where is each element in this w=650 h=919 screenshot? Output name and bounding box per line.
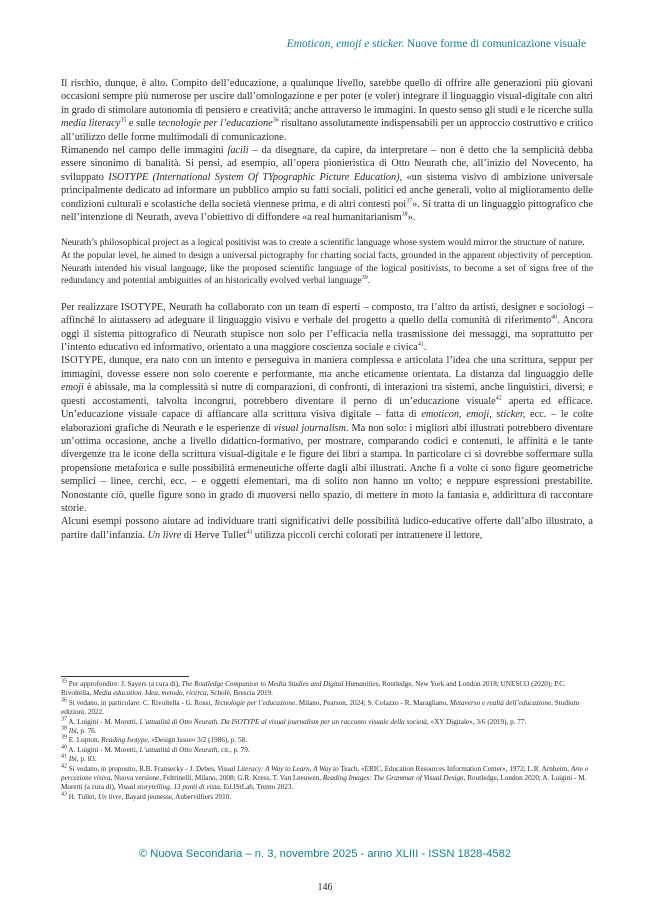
italic-title: Tecnologie per l’educazione: [213, 698, 296, 707]
text-run: At the popular level, he aimed to design a universal pictography for charting social facts, grounded in the apparent objectivity of perception. Neurath intended his visual language, like the proposed scientific language of the logical positivists, to become a set of signs free of the redundancy and potential ambiguities of an historically evolved verbal language: [61, 251, 593, 287]
italic-term: emoji: [61, 382, 84, 394]
italic-title: Ibi: [68, 755, 77, 764]
italic-term: tecnologie per l’educazione: [158, 118, 273, 130]
text-run: Per approfondire: J. Sayers (a cura di),: [67, 680, 182, 688]
page-number: 146: [317, 882, 333, 893]
italic-term: emoticon, emoji, sticker,: [421, 409, 526, 421]
footnote-36: [61, 699, 593, 718]
italic-term: media literacy: [61, 118, 121, 130]
footnote-39: [61, 736, 593, 745]
text-run: e sulle: [126, 118, 159, 130]
text-run: , Nuova versione, Feltrinelli, Milano, 2008; G.R. Kress, T. Van Leeuwen,: [110, 774, 323, 783]
text-run: Ma non solo: i migliori albi illustrati potrebbero diventare un’ottima occasione, anche a livello didattico-formativo, per mostrare, comparando codici e contenuti, le affinità e le tante divergenze tra le icone della scrittura visual-digitale e le figure dei libri a stampa. In particolare ci si dovrebbe soffermare sulla propensione metaforica e sulle possibilità ermeneutiche offerte dagli albi illustrati. Anche fi a volte ci sono figure geometriche semplici – linee, cerchi, ecc. – e oggetti elementari, ma di solito non hanno un volto; e neppure espressioni prestabilite. Nonostante ciò, quelle figure sono in grado di muoversi nello spazio, di mettere in moto la fantasia e, addirittura di raccontare storie.: [61, 422, 594, 514]
footnote-37: [61, 718, 593, 727]
footnote-40: [61, 746, 593, 755]
paragraph-3: [61, 301, 593, 355]
block-quote-2: [61, 250, 593, 288]
italic-title: L’attualità di Otto Neurath: [139, 745, 218, 754]
text-run: Si vedano, in proposito, R.B. Fransecky - J. Debes,: [67, 764, 218, 773]
footnote-number: 36: [61, 697, 67, 704]
text-run: .: [367, 276, 371, 287]
text-run: aperta ed efficace. Un’educazione visuale capace di affiancare alla scrittura visiva digitale – fatta di: [61, 395, 594, 421]
footnote-ref: 43: [246, 529, 253, 536]
footnote-number: 41: [61, 753, 67, 760]
text-run: di Herve Tullet: [181, 529, 247, 541]
text-run: , Ed.IStLab, Trento 2023.: [219, 783, 294, 792]
text-run: , p. 83.: [76, 755, 97, 764]
italic-title: Reading Images: The Grammar of Visual Design: [322, 774, 464, 783]
text-run: ».: [407, 212, 416, 224]
text-run: , Scholé, Brescia 2019.: [206, 689, 273, 698]
italic-title: Un livre: [97, 792, 122, 801]
text-run: .: [423, 342, 427, 354]
running-header: [64, 38, 586, 50]
text-run: H. Tullet,: [67, 792, 98, 801]
italic-title: Visual storytelling. 13 punti di vista: [117, 783, 220, 792]
text-run: E. Lupton,: [67, 736, 102, 745]
footnote-ref: 36: [272, 117, 279, 124]
footnote-ref: 42: [495, 395, 502, 402]
text-run: – da disegnare, da capire, da interpretare – non è detto che la semplicità debba essere sinonimo di banalità. Si pensi, ad esempio, all’opera pionieristica di Otto Neurath che, all’inizio del Novecento, ha sviluppato: [61, 145, 593, 183]
paragraph-1: [61, 77, 593, 144]
text-run: Il rischio, dunque, è alto. Compito dell’educazione, a qualunque livello, sarebbe quello di offrire alle generazioni più giovani occasioni sempre più numerose per uscire dall’omologazione e per poter (e voler) integrare il linguaggio visual-digitale con altri in grado di stimolare autonomia di pensiero e creatività; anche attraverso le immagini. In questo senso gli studi e le ricerche sulla: [61, 78, 593, 116]
text-run: , Milano, Pearson, 2024; S. Colazzo - R. Maragliano,: [295, 698, 450, 707]
text-run: Rimanendo nel campo delle immagini: [61, 145, 228, 157]
italic-term: Un livre: [147, 529, 182, 541]
text-run: Teach, «ERIC, Education Resources Information Center», 1972; L.R. Arnheim,: [338, 764, 571, 773]
text-run: è abissale, ma la complessità si nutre di comparazioni, di confronti, di interazioni tra sistemi, anche linguistici, diversi; e questi accostamenti, talvolta incongrui, potrebbero diventare il perno di un’educazione visuale: [61, 382, 593, 407]
footnote-43: [61, 793, 593, 802]
italic-title: The Routledge Companion to Media Studies and Digital Humanities: [181, 680, 379, 688]
footnote-42: [61, 765, 593, 793]
text-run: Alcuni esempi possono aiutare ad individuare tratti significativi delle possibilità ludico-educative offerte dall’albo illustrato, a partire dall’infanzia.: [61, 516, 593, 541]
body-text: [61, 77, 593, 542]
text-run: . Ancora oggi il sistema pittografico di Neurath stupisce non solo per l’efficacia nella trasmissione dei messaggi, ma soprattutto per l’intento educativo ed informativo, orientato a una maggiore coscienza sociale e civica: [61, 315, 593, 354]
italic-term: facili: [227, 145, 249, 157]
italic-title: Visual Literacy: A Way to Learn, A Way to: [217, 764, 339, 773]
italic-title: Reading Isotype: [101, 736, 148, 745]
running-header-title-italic: Emoticon, emoji e sticker.: [286, 38, 405, 50]
text-run: risultano assolutamente indispensabili per un approccio costruttivo e critico all’utilizzo delle forme multimodali di comunicazione.: [61, 118, 593, 143]
footnotes: [61, 680, 593, 802]
footnote-ref: 37: [406, 198, 413, 205]
footnote-number: 37: [61, 716, 67, 723]
text-run: A. Luigini - M. Moretti,: [67, 745, 140, 754]
italic-title: Metaverso e realtà dell’educazione: [449, 698, 552, 707]
footnote-number: 43: [61, 791, 67, 798]
block-quote-1: Neurath’s philosophical project as a logical positivist was to create a scientific language whose system would mirror the structure of nature.: [61, 238, 585, 249]
footnote-divider: [61, 676, 189, 677]
text-run: , Routledge, New York and London 2018; UNESCO (2020); P.C. Rivoltella,: [61, 680, 566, 698]
paragraph-4: [61, 354, 593, 515]
text-run: , Studium edizioni, 2022.: [61, 698, 580, 717]
text-run: ». Si tratta di un linguaggio pittografico che nell’intenzione di Neurath, aveva l’obiettivo di diffondere «a real humanitarianism: [61, 198, 593, 224]
paragraph-5: [61, 515, 593, 542]
footnote-number: 35: [61, 678, 67, 685]
italic-title: Arte e percezione visiva: [61, 764, 589, 783]
text-run: , «XY Digitale», 3/6 (2019), p. 77.: [426, 717, 527, 726]
footnote-ref: 35: [120, 117, 127, 124]
footnote-41: [61, 755, 593, 764]
footnote-number: 39: [61, 735, 67, 742]
footnote-number: 40: [61, 744, 67, 751]
footnote-ref: 40: [551, 314, 558, 321]
text-run: , Bayard jeunesse, Aubervilliers 2010.: [121, 792, 232, 801]
footnote-ref: 38: [401, 211, 408, 218]
journal-footer: © Nuova Secondaria – n. 3, novembre 2025 - anno XLIII - ISSN 1828-4582: [138, 848, 512, 860]
text-run: , cit., p. 79.: [217, 745, 250, 754]
italic-title: L’attualità di Otto Neurath. Da ISOTYPE al visual journalism per un racconto visuale della società: [139, 717, 427, 726]
italic-title: Ibi: [68, 727, 77, 736]
text-run: , «un sistema visivo di ambizione universale principalmente dedicato ad informare un pubblico ampio su fatti sociali, politici ed anche generali, volto al miglioramento delle condizioni culturali e scolastiche della società viennese prima, e di altri contesti poi: [61, 171, 593, 210]
text-run: Per realizzare ISOTYPE, Neurath ha collaborato con un team di esperti – composto, tra l’altro da artisti, designer e sociologi – affinché lo aiutassero ad adeguare il linguaggio visivo e verbale del progetto a quello della comunità di riferimento: [61, 301, 593, 327]
footnote-number: 38: [61, 725, 67, 732]
text-run: , «Design Issue» 3/2 (1986), p. 58.: [147, 736, 248, 745]
italic-term: ISOTYPE (International System Of TYpographic Picture Education): [108, 171, 400, 183]
footnote-35: [61, 680, 593, 699]
text-run: , p. 76.: [76, 727, 97, 736]
footnote-ref: 39: [361, 275, 368, 282]
footnote-number: 42: [61, 763, 67, 770]
italic-term: visual journalism.: [273, 422, 349, 434]
text-run: Si vedano, in particolare: C. Rivoltella - G. Rossi,: [67, 698, 214, 707]
text-run: A. Luigini - M. Moretti,: [67, 717, 140, 726]
text-run: , Routledge, London 2020; A. Luigini - M. Moretti (a cura di),: [61, 774, 587, 792]
text-run: ISOTYPE, dunque, era nato con un intento e perseguiva in maniera complessa e articolata l’idea che una scrittura, seppur per immagini, dovesse essere non solo coerente e performante, ma anche eticamente orientata. La distanza dal linguaggio delle: [61, 355, 593, 380]
footnote-ref: 41: [417, 341, 424, 348]
text-run: utilizza piccoli cerchi colorati per intrattenere il lettore,: [252, 529, 483, 541]
italic-title: Media education. Idea, metodo, ricerca: [92, 689, 207, 698]
text-run: ecc. – le colte elaborazioni grafiche di Neurath e le esperienze di: [61, 409, 594, 434]
running-header-title: Nuove forme di comunicazione visuale: [404, 38, 586, 50]
paragraph-2: [61, 144, 593, 224]
